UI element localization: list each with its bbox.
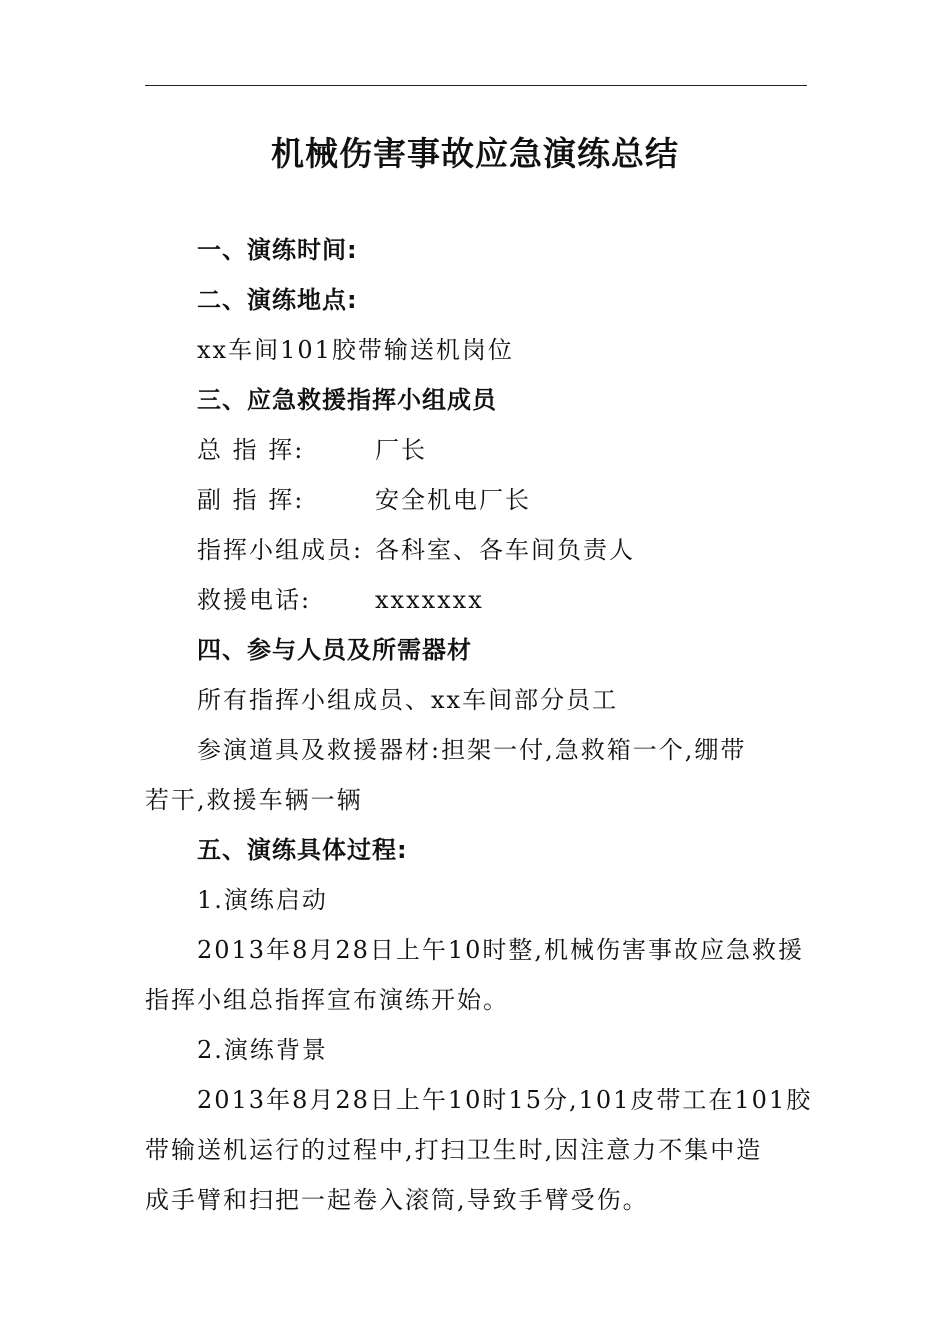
subsection-1-paragraph	[145, 934, 807, 1034]
paragraph-line: 2013年8月28日上午10时整,机械伤害事故应急救援	[197, 936, 805, 964]
section-4-heading: 四、参与人员及所需器材	[197, 636, 472, 664]
team-members-label: 指挥小组成员:	[197, 536, 364, 564]
deputy-commander-value: 安全机电厂长	[375, 486, 531, 514]
subsection-1-heading: 1.演练启动	[197, 886, 328, 914]
paragraph-line: 若干,救援车辆一辆	[145, 786, 363, 814]
paragraph-line: 成手臂和扫把一起卷入滚筒,导致手臂受伤。	[145, 1186, 649, 1214]
section-5-heading: 五、演练具体过程:	[197, 836, 408, 864]
paragraph-line: 2013年8月28日上午10时15分,101皮带工在101胶	[197, 1086, 813, 1114]
subsection-2-paragraph	[145, 1084, 813, 1234]
deputy-commander-row	[197, 484, 531, 516]
rescue-phone-row	[197, 584, 484, 616]
section-2-heading: 二、演练地点:	[197, 286, 358, 314]
section-1-heading: 一、演练时间:	[197, 236, 358, 264]
team-members-value: 各科室、各车间负责人	[375, 536, 635, 564]
document-title: 机械伤害事故应急演练总结	[271, 134, 679, 173]
paragraph-line: 指挥小组总指挥宣布演练开始。	[145, 986, 509, 1014]
rescue-phone-value: xxxxxxx	[375, 586, 484, 614]
paragraph-line: 参演道具及救援器材:担架一付,急救箱一个,绷带	[197, 736, 747, 764]
rescue-phone-label: 救援电话:	[197, 586, 312, 614]
deputy-commander-label: 副 指 挥:	[197, 486, 305, 514]
section-4-participants: 所有指挥小组成员、xx车间部分员工	[197, 686, 619, 714]
section-3-heading: 三、应急救援指挥小组成员	[197, 386, 497, 414]
commander-label: 总 指 挥:	[197, 436, 305, 464]
section-2-text: xx车间101胶带输送机岗位	[197, 336, 514, 364]
team-members-row	[197, 534, 635, 566]
subsection-2-heading: 2.演练背景	[197, 1036, 328, 1064]
header-rule	[145, 85, 807, 86]
commander-value: 厂长	[375, 436, 427, 464]
section-4-equipment-paragraph	[145, 734, 807, 834]
commander-row	[197, 434, 427, 466]
paragraph-line: 带输送机运行的过程中,打扫卫生时,因注意力不集中造	[145, 1136, 763, 1164]
